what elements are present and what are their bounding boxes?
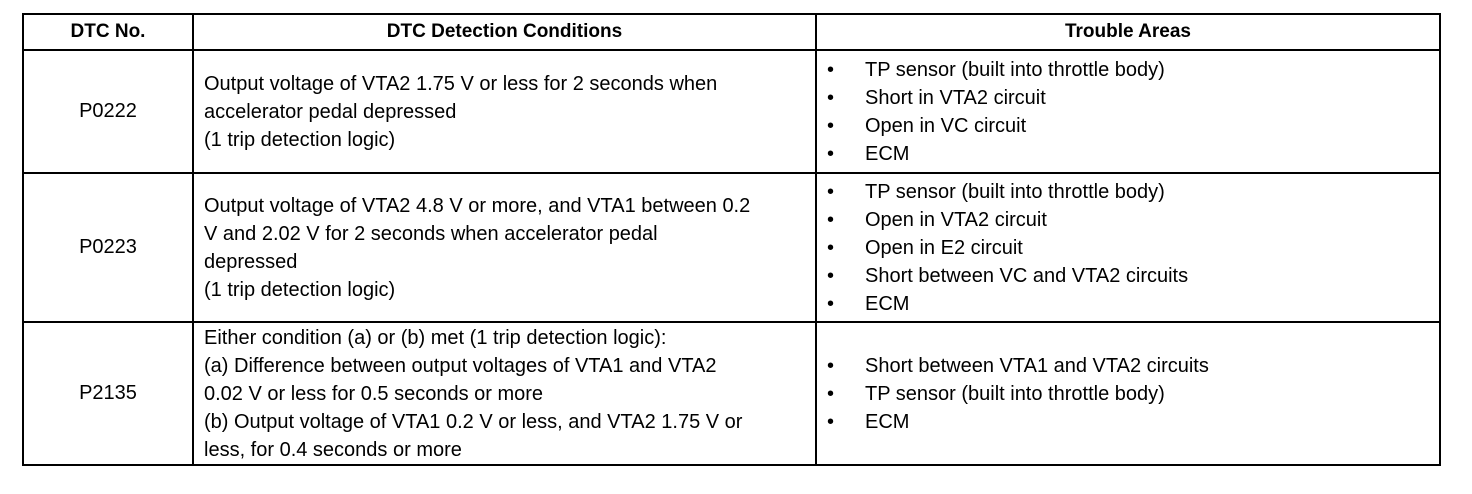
table-row — [23, 50, 1440, 173]
list-item — [827, 178, 1439, 206]
bullet-icon: • — [827, 58, 835, 81]
trouble-area-text: TP sensor (built into throttle body) — [865, 58, 1165, 81]
header-dtc-no: DTC No. — [23, 14, 193, 50]
detection-conditions-cell — [193, 50, 816, 173]
table-row — [23, 322, 1440, 465]
trouble-area-text: Short in VTA2 circuit — [865, 86, 1046, 109]
dtc-code-cell: P0223 — [23, 173, 193, 322]
bullet-icon: • — [827, 180, 835, 203]
list-item — [827, 234, 1439, 262]
bullet-icon: • — [827, 114, 835, 137]
trouble-area-text: TP sensor (built into throttle body) — [865, 382, 1165, 405]
bullet-icon: • — [827, 292, 835, 315]
bullet-icon: • — [827, 354, 835, 377]
trouble-area-text: ECM — [865, 292, 910, 315]
condition-line: less, for 0.4 seconds or more — [204, 438, 462, 461]
bullet-icon: • — [827, 382, 835, 405]
bullet-icon: • — [827, 410, 835, 433]
list-item — [827, 262, 1439, 290]
dtc-code-cell: P2135 — [23, 322, 193, 465]
bullet-icon: • — [827, 86, 835, 109]
list-item — [827, 140, 1439, 168]
list-item — [827, 84, 1439, 112]
condition-line: Output voltage of VTA2 1.75 V or less for 2 seconds when — [204, 72, 718, 95]
list-item — [827, 56, 1439, 84]
trouble-areas-cell — [816, 322, 1440, 465]
list-item — [827, 408, 1439, 436]
bullet-icon: • — [827, 142, 835, 165]
trouble-area-text: Open in VC circuit — [865, 114, 1027, 137]
trouble-area-text: Open in E2 circuit — [865, 236, 1023, 259]
bullet-icon: • — [827, 236, 835, 259]
trouble-area-text: ECM — [865, 410, 910, 433]
detection-conditions-cell — [193, 173, 816, 322]
condition-line: accelerator pedal depressed — [204, 100, 457, 123]
condition-line: V and 2.02 V for 2 seconds when accelerator pedal — [204, 222, 658, 245]
trouble-areas-cell — [816, 173, 1440, 322]
list-item — [827, 352, 1439, 380]
condition-line: (1 trip detection logic) — [204, 128, 396, 151]
trouble-areas-list — [827, 178, 1439, 318]
condition-line: Either condition (a) or (b) met (1 trip detection logic): — [204, 326, 667, 349]
trouble-areas-list — [827, 56, 1439, 168]
condition-line: Output voltage of VTA2 4.8 V or more, and VTA1 between 0.2 — [204, 194, 751, 217]
header-trouble-areas: Trouble Areas — [816, 14, 1440, 50]
trouble-area-text: ECM — [865, 142, 910, 165]
condition-line: (1 trip detection logic) — [204, 278, 396, 301]
condition-line: (b) Output voltage of VTA1 0.2 V or less, and VTA2 1.75 V or — [204, 410, 743, 433]
detection-conditions-cell — [193, 322, 816, 465]
bullet-icon: • — [827, 264, 835, 287]
header-row — [23, 14, 1440, 50]
bullet-icon: • — [827, 208, 835, 231]
trouble-area-text: Short between VC and VTA2 circuits — [865, 264, 1189, 287]
dtc-table — [22, 13, 1441, 466]
trouble-area-text: TP sensor (built into throttle body) — [865, 180, 1165, 203]
list-item — [827, 112, 1439, 140]
dtc-code-cell: P0222 — [23, 50, 193, 173]
table-row — [23, 173, 1440, 322]
condition-line: 0.02 V or less for 0.5 seconds or more — [204, 382, 544, 405]
condition-line: (a) Difference between output voltages of VTA1 and VTA2 — [204, 354, 717, 377]
trouble-area-text: Open in VTA2 circuit — [865, 208, 1047, 231]
condition-line: depressed — [204, 250, 298, 273]
trouble-area-text: Short between VTA1 and VTA2 circuits — [865, 354, 1209, 377]
list-item — [827, 380, 1439, 408]
list-item — [827, 290, 1439, 318]
trouble-areas-cell — [816, 50, 1440, 173]
list-item — [827, 206, 1439, 234]
trouble-areas-list — [827, 352, 1439, 436]
header-detection-conditions: DTC Detection Conditions — [193, 14, 816, 50]
